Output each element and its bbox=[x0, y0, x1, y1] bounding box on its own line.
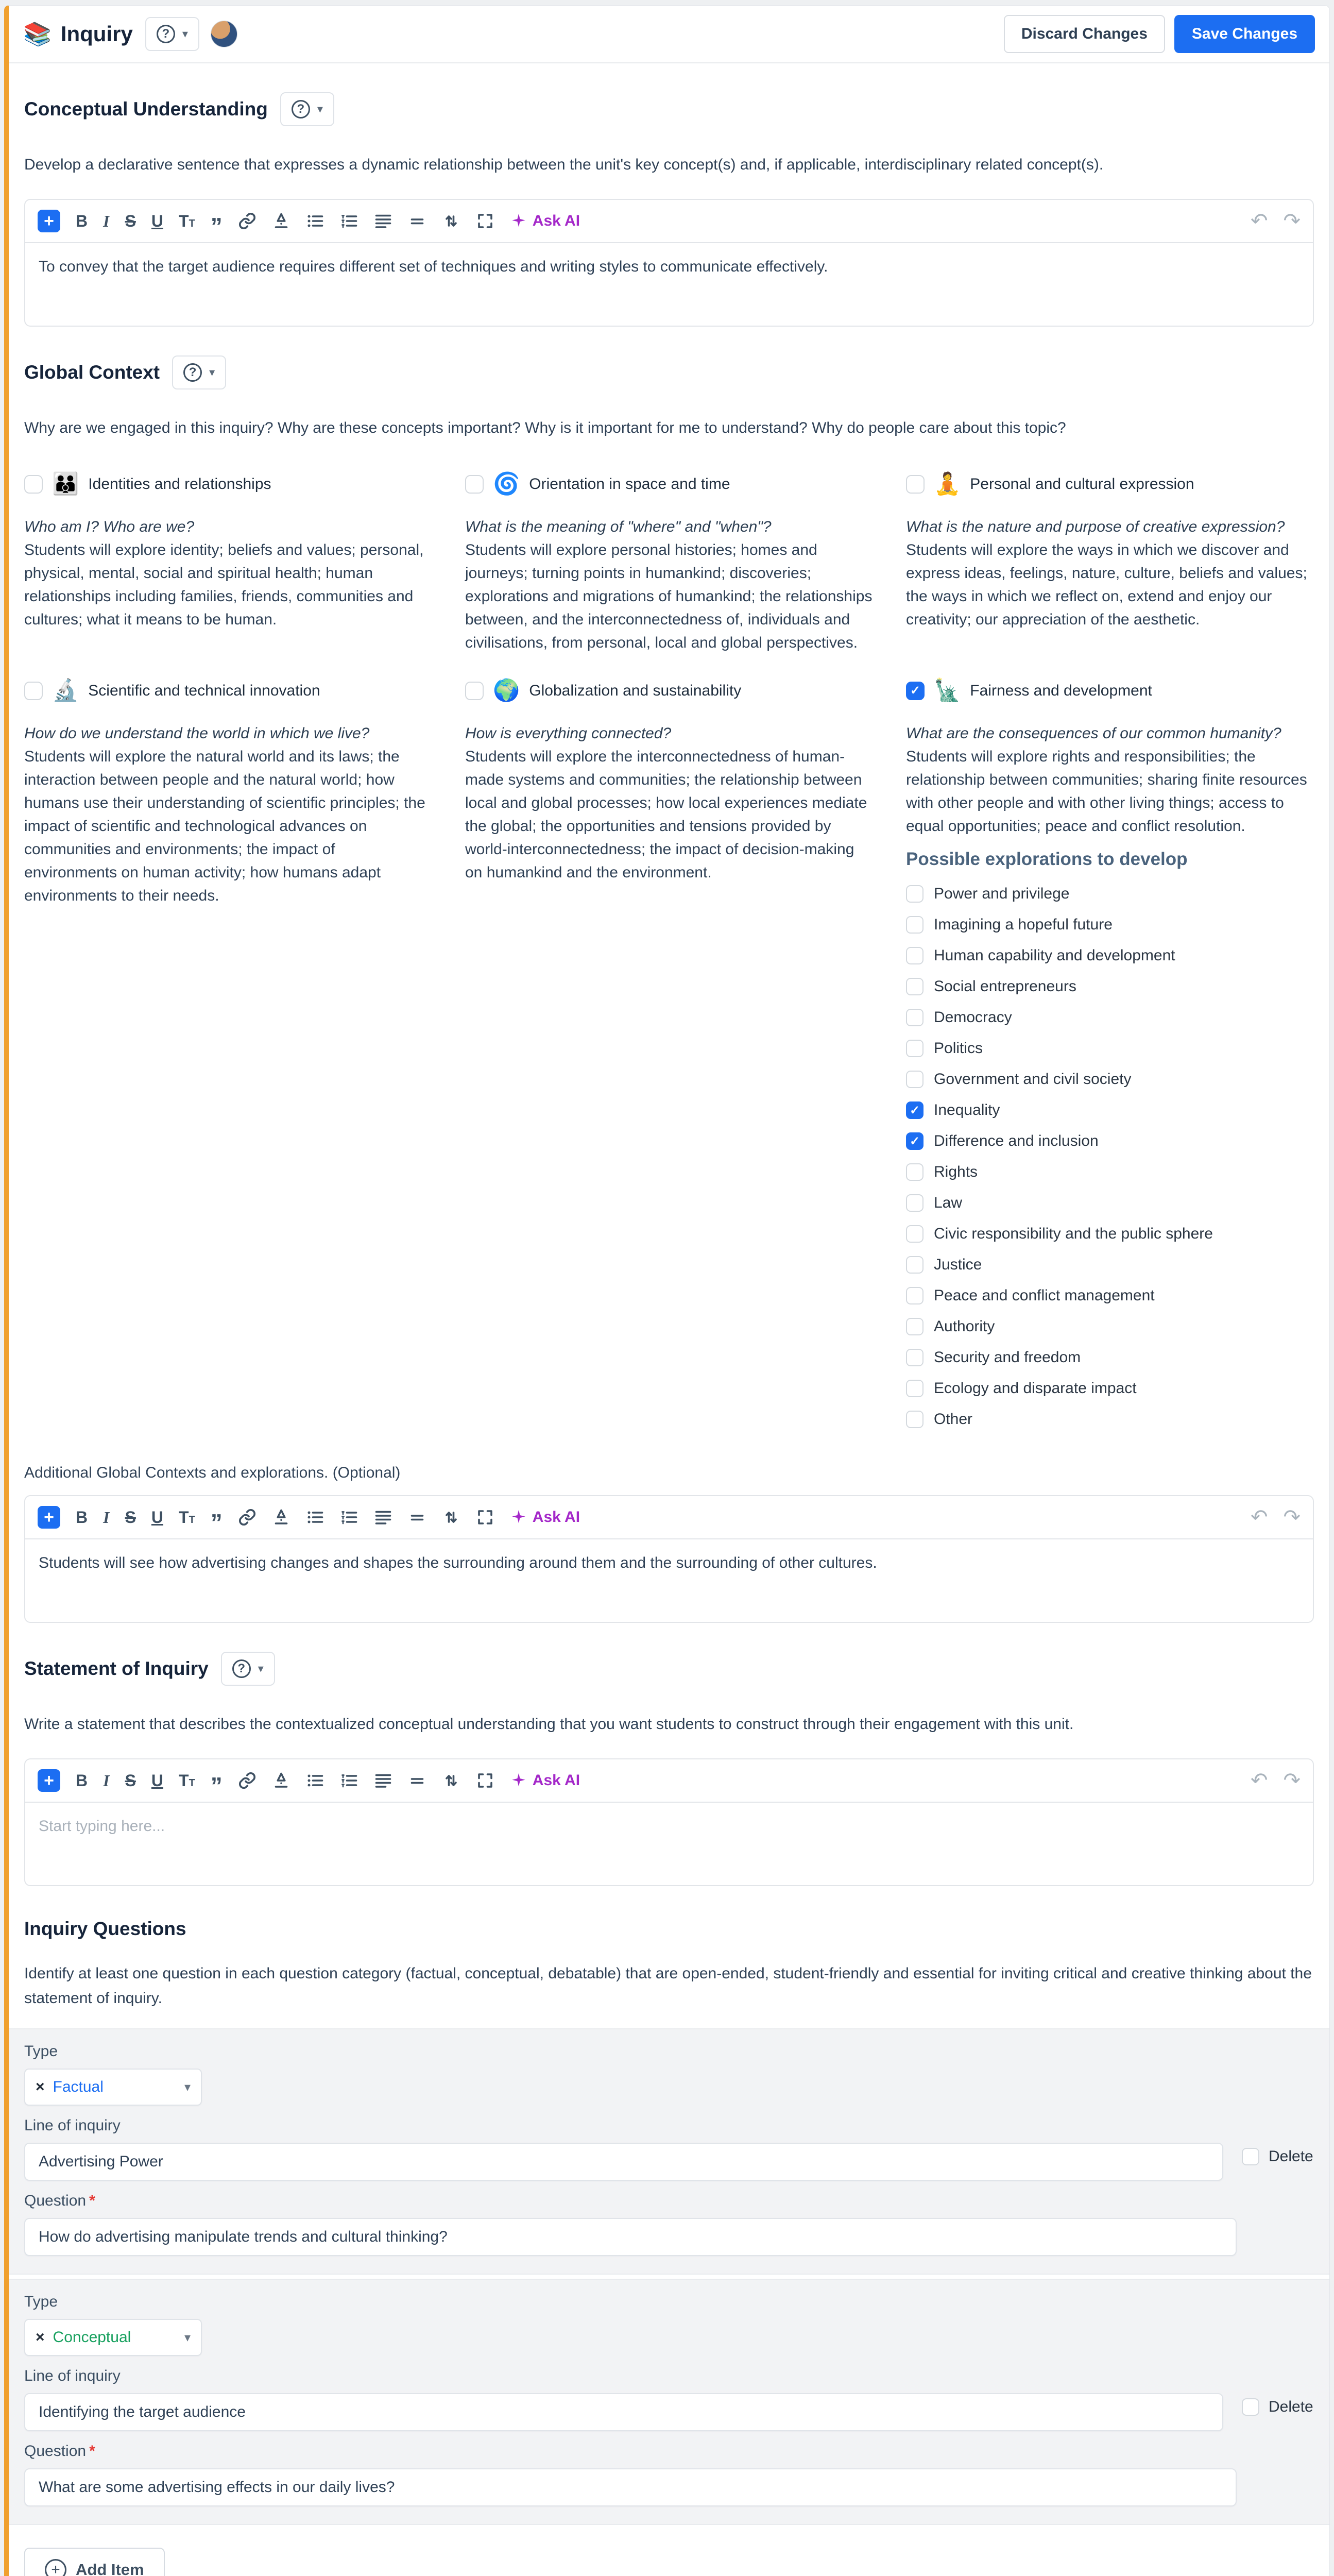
swap-vertical-icon[interactable] bbox=[442, 212, 460, 230]
avatar[interactable] bbox=[211, 21, 237, 47]
type-select[interactable] bbox=[24, 2319, 202, 2356]
exploration-label: Social entrepreneurs bbox=[934, 978, 1076, 995]
ask-ai-label: Ask AI bbox=[532, 212, 580, 229]
context-label: Globalization and sustainability bbox=[529, 682, 742, 699]
bullet-list-icon[interactable] bbox=[306, 1771, 324, 1790]
question-mark-icon: ? bbox=[157, 25, 175, 43]
required-asterisk: * bbox=[89, 2443, 95, 2460]
inquiry-questions-description: Identify at least one question in each question category (factual, conceptual, debatable) that are open-ended, student-friendly and essential for inviting critical and creative thinking about the statement of inquiry. bbox=[24, 1965, 1312, 2007]
align-center-icon[interactable] bbox=[408, 1508, 426, 1527]
section-title-global-context: Global Context bbox=[24, 362, 160, 383]
context-cell bbox=[24, 678, 432, 1428]
exploration-checkbox[interactable] bbox=[906, 1318, 923, 1335]
ask-ai-button[interactable] bbox=[510, 1509, 580, 1526]
exploration-checkbox[interactable] bbox=[906, 947, 923, 964]
context-cell bbox=[24, 471, 432, 654]
fullscreen-icon[interactable] bbox=[476, 212, 494, 230]
required-asterisk: * bbox=[89, 2192, 95, 2209]
context-label: Scientific and technical innovation bbox=[88, 682, 320, 699]
add-item-button[interactable] bbox=[24, 2548, 165, 2576]
context-cell-fairness bbox=[906, 678, 1314, 1428]
chevron-down-icon: ▾ bbox=[182, 27, 188, 40]
ordered-list-icon[interactable] bbox=[340, 1508, 358, 1527]
exploration-checkbox[interactable] bbox=[906, 1009, 923, 1026]
statement-of-inquiry-editor bbox=[24, 1758, 1314, 1886]
chevron-down-icon: ▾ bbox=[258, 1662, 264, 1675]
align-justify-icon[interactable] bbox=[374, 212, 392, 230]
ask-ai-button[interactable] bbox=[510, 1772, 580, 1789]
exploration-label: Peace and conflict management bbox=[934, 1287, 1155, 1304]
editor-toolbar bbox=[25, 1496, 1313, 1539]
additional-contexts-editor-content[interactable]: Students will see how advertising changes and shapes the surrounding around them and the surrounding of other cultures. bbox=[39, 1554, 877, 1571]
exploration-label: Difference and inclusion bbox=[934, 1132, 1099, 1149]
link-icon[interactable] bbox=[238, 1771, 256, 1790]
italic-button[interactable]: I bbox=[103, 1771, 110, 1790]
line-of-inquiry-label: Line of inquiry bbox=[24, 2117, 121, 2134]
type-value: Factual bbox=[53, 2078, 104, 2095]
exploration-label: Government and civil society bbox=[934, 1071, 1132, 1088]
exploration-label: Rights bbox=[934, 1163, 978, 1180]
exploration-item[interactable] bbox=[906, 916, 1314, 934]
chevron-down-icon: ▾ bbox=[184, 2330, 191, 2345]
exploration-item[interactable] bbox=[906, 1009, 1314, 1026]
exploration-item[interactable] bbox=[906, 1040, 1314, 1057]
global-context-header bbox=[24, 355, 1314, 389]
exploration-checkbox[interactable] bbox=[906, 885, 923, 903]
global-context-row-2 bbox=[24, 678, 1314, 1428]
blockquote-button[interactable]: ” bbox=[210, 1509, 223, 1536]
exploration-item[interactable] bbox=[906, 1349, 1314, 1366]
link-icon[interactable] bbox=[238, 212, 256, 230]
help-dropdown-button[interactable] bbox=[280, 92, 334, 126]
section-title-statement-of-inquiry: Statement of Inquiry bbox=[24, 1658, 209, 1679]
exploration-label: Authority bbox=[934, 1318, 995, 1335]
add-item-label: Add Item bbox=[76, 2561, 144, 2576]
question-mark-icon: ? bbox=[232, 1659, 251, 1678]
exploration-label: Justice bbox=[934, 1256, 982, 1273]
delete-label: Delete bbox=[1269, 2148, 1313, 2165]
context-description: Students will explore the ways in which we discover and express ideas, feelings, nature, culture, beliefs and values; the ways in which we reflect on, extend and enjoy our creativity; our appreciation of the aesthetic. bbox=[906, 541, 1307, 628]
redo-icon[interactable]: ↷ bbox=[1283, 1506, 1301, 1529]
fullscreen-icon[interactable] bbox=[476, 1771, 494, 1790]
section-title-inquiry-questions: Inquiry Questions bbox=[24, 1918, 186, 1939]
exploration-item[interactable] bbox=[906, 1101, 1314, 1119]
statement-of-inquiry-header bbox=[24, 1652, 1314, 1686]
save-changes-button[interactable]: Save Changes bbox=[1174, 15, 1315, 53]
bullet-list-icon[interactable] bbox=[306, 1508, 324, 1527]
remove-type-icon[interactable]: × bbox=[36, 2078, 45, 2095]
editor-toolbar bbox=[25, 1759, 1313, 1803]
exploration-checkbox[interactable] bbox=[906, 1256, 923, 1274]
statue-of-liberty-emoji-icon: 🗽 bbox=[934, 678, 961, 702]
exploration-item[interactable] bbox=[906, 1318, 1314, 1335]
exploration-label: Imagining a hopeful future bbox=[934, 916, 1113, 933]
remove-type-icon[interactable]: × bbox=[36, 2329, 45, 2346]
ask-ai-label: Ask AI bbox=[532, 1772, 580, 1789]
exploration-checkbox[interactable] bbox=[906, 1194, 923, 1212]
exploration-item[interactable] bbox=[906, 1380, 1314, 1397]
context-question: What is the meaning of "where" and "when"? bbox=[465, 518, 772, 535]
chevron-down-icon: ▾ bbox=[209, 366, 215, 379]
link-icon[interactable] bbox=[238, 1508, 256, 1527]
conceptual-understanding-description: Develop a declarative sentence that expresses a dynamic relationship between the unit's key concept(s) and, if applicable, interdisciplinary related concept(s). bbox=[24, 156, 1104, 173]
exploration-label: Inequality bbox=[934, 1101, 1000, 1118]
exploration-checkbox[interactable] bbox=[906, 1287, 923, 1304]
delete-label: Delete bbox=[1269, 2398, 1313, 2415]
text-style-button[interactable]: TT bbox=[179, 1508, 195, 1527]
chevron-down-icon: ▾ bbox=[184, 2080, 191, 2094]
context-description: Students will explore the natural world and its laws; the interaction between people and the natural world; how humans use their understanding of scientific principles; the impact of scientific and technological advances on communities and environments; the impact of environments on human activity; how humans adapt environments to their needs. bbox=[24, 748, 425, 904]
page-header bbox=[9, 6, 1329, 63]
underline-button[interactable]: U bbox=[151, 1508, 164, 1527]
context-checkbox[interactable] bbox=[906, 475, 925, 494]
line-of-inquiry-label: Line of inquiry bbox=[24, 2367, 121, 2384]
type-select[interactable] bbox=[24, 2069, 202, 2106]
swap-vertical-icon[interactable] bbox=[442, 1508, 460, 1527]
underline-button[interactable]: U bbox=[151, 1771, 164, 1790]
page-title: Inquiry bbox=[60, 22, 133, 46]
exploration-item[interactable] bbox=[906, 1411, 1314, 1428]
editor-toolbar bbox=[25, 200, 1313, 243]
exploration-label: Civic responsibility and the public sphere bbox=[934, 1225, 1213, 1242]
type-label: Type bbox=[24, 2293, 58, 2310]
question-mark-icon: ? bbox=[292, 100, 310, 118]
context-cell bbox=[465, 678, 873, 1428]
context-description: Students will explore rights and responsibilities; the relationship between communities; sharing finite resources with other people and with other living things; access to equal opportunities; peace and conflict resolution. bbox=[906, 748, 1307, 835]
align-center-icon[interactable] bbox=[408, 1771, 426, 1790]
context-description: Students will explore the interconnectedness of human-made systems and communities; the relationship between local and global processes; how local experiences mediate the global; the opportunities and tensions provided by world-interconnectedness; the impact of decision-making on humankind and the environment. bbox=[465, 748, 867, 881]
context-question: How do we understand the world in which we live? bbox=[24, 725, 370, 742]
help-dropdown-button[interactable] bbox=[172, 355, 226, 389]
exploration-checkbox-checked[interactable] bbox=[906, 1132, 923, 1150]
family-emoji-icon: 👪 bbox=[52, 471, 79, 496]
strikethrough-button[interactable]: S bbox=[125, 1771, 136, 1790]
exploration-item[interactable] bbox=[906, 1287, 1314, 1304]
swirl-emoji-icon: 🌀 bbox=[493, 471, 520, 496]
global-context-row-1 bbox=[24, 471, 1314, 654]
blockquote-button[interactable]: ” bbox=[210, 1772, 223, 1799]
global-context-description: Why are we engaged in this inquiry? Why are these concepts important? Why is it important for me to understand? Why do people care about this topic? bbox=[24, 419, 1066, 436]
exploration-checkbox[interactable] bbox=[906, 1071, 923, 1088]
context-checkbox[interactable] bbox=[24, 475, 43, 494]
undo-icon[interactable]: ↶ bbox=[1250, 1769, 1268, 1792]
sparkle-icon bbox=[510, 1772, 527, 1789]
ask-ai-button[interactable] bbox=[510, 212, 580, 230]
insert-block-button[interactable]: + bbox=[38, 1506, 60, 1529]
exploration-checkbox[interactable] bbox=[906, 1040, 923, 1057]
exploration-checkbox[interactable] bbox=[906, 1163, 923, 1181]
section-title-conceptual-understanding: Conceptual Understanding bbox=[24, 98, 268, 120]
exploration-checkbox[interactable] bbox=[906, 1349, 923, 1366]
highlight-pen-icon[interactable] bbox=[272, 212, 290, 230]
sparkle-icon bbox=[510, 1509, 527, 1526]
context-label: Personal and cultural expression bbox=[970, 475, 1194, 493]
discard-changes-button[interactable]: Discard Changes bbox=[1004, 15, 1165, 53]
exploration-checkbox[interactable] bbox=[906, 1380, 923, 1397]
ask-ai-label: Ask AI bbox=[532, 1509, 580, 1526]
exploration-label: Power and privilege bbox=[934, 885, 1070, 902]
statement-of-inquiry-description: Write a statement that describes the contextualized conceptual understanding that you want students to construct through their engagement with this unit. bbox=[24, 1716, 1074, 1733]
sparkle-icon bbox=[510, 212, 527, 230]
highlight-pen-icon[interactable] bbox=[272, 1508, 290, 1527]
delete-checkbox-box[interactable] bbox=[1242, 2148, 1259, 2165]
exploration-label: Democracy bbox=[934, 1009, 1012, 1026]
question-label: Question * bbox=[24, 2192, 95, 2209]
align-justify-icon[interactable] bbox=[374, 1508, 392, 1527]
redo-icon[interactable]: ↷ bbox=[1283, 210, 1301, 232]
question-label: Question * bbox=[24, 2443, 95, 2460]
context-question: What are the consequences of our common humanity? bbox=[906, 725, 1281, 742]
conceptual-understanding-header bbox=[24, 92, 1314, 126]
context-label: Identities and relationships bbox=[88, 475, 271, 493]
context-checkbox[interactable] bbox=[465, 682, 484, 700]
explorations-list bbox=[906, 885, 1314, 1428]
strikethrough-button[interactable]: S bbox=[125, 212, 136, 230]
help-dropdown-button[interactable] bbox=[221, 1652, 275, 1686]
exploration-item[interactable] bbox=[906, 1194, 1314, 1212]
context-label: Fairness and development bbox=[970, 682, 1152, 699]
additional-contexts-editor bbox=[24, 1495, 1314, 1623]
bold-button[interactable]: B bbox=[76, 1508, 88, 1527]
exploration-label: Politics bbox=[934, 1040, 983, 1057]
italic-button[interactable]: I bbox=[103, 1508, 110, 1527]
context-label: Orientation in space and time bbox=[529, 475, 730, 493]
fullscreen-icon[interactable] bbox=[476, 1508, 494, 1527]
exploration-item[interactable] bbox=[906, 978, 1314, 995]
underline-button[interactable]: U bbox=[151, 212, 164, 230]
delete-checkbox[interactable] bbox=[1242, 2148, 1314, 2165]
exploration-checkbox[interactable] bbox=[906, 978, 923, 995]
ordered-list-icon[interactable] bbox=[340, 1771, 358, 1790]
additional-contexts-label: Additional Global Contexts and explorations. (Optional) bbox=[24, 1464, 401, 1481]
context-question: How is everything connected? bbox=[465, 725, 672, 742]
exploration-checkbox[interactable] bbox=[906, 1411, 923, 1428]
undo-icon[interactable]: ↶ bbox=[1250, 210, 1268, 232]
statue-emoji-icon: 🧘 bbox=[934, 471, 961, 496]
add-item-row bbox=[9, 2525, 1329, 2576]
chevron-down-icon: ▾ bbox=[317, 103, 323, 115]
text-style-button[interactable]: TT bbox=[179, 212, 195, 230]
bold-button[interactable]: B bbox=[76, 212, 88, 230]
exploration-checkbox[interactable] bbox=[906, 916, 923, 934]
align-justify-icon[interactable] bbox=[374, 1771, 392, 1790]
context-cell bbox=[465, 471, 873, 654]
ordered-list-icon[interactable] bbox=[340, 212, 358, 230]
exploration-item[interactable] bbox=[906, 1132, 1314, 1150]
insert-block-button[interactable]: + bbox=[38, 1769, 60, 1792]
exploration-item[interactable] bbox=[906, 947, 1314, 964]
context-cell bbox=[906, 471, 1314, 654]
inquiry-question-item bbox=[9, 2279, 1329, 2525]
align-center-icon[interactable] bbox=[408, 212, 426, 230]
line-of-inquiry-input[interactable]: Advertising Power bbox=[24, 2143, 1223, 2181]
context-description: Students will explore personal histories; homes and journeys; turning points in humankind; discoveries; explorations and migrations of humankind; the relationships between, and the interconnectedness of, individuals and civilisations, from personal, local and global perspectives. bbox=[465, 541, 873, 651]
inquiry-question-item bbox=[9, 2028, 1329, 2275]
context-checkbox[interactable] bbox=[465, 475, 484, 494]
help-dropdown-button[interactable] bbox=[145, 17, 199, 51]
highlight-pen-icon[interactable] bbox=[272, 1771, 290, 1790]
plus-circle-icon: + bbox=[45, 2559, 66, 2576]
undo-icon[interactable]: ↶ bbox=[1250, 1506, 1268, 1529]
exploration-checkbox-checked[interactable] bbox=[906, 1101, 923, 1119]
type-label: Type bbox=[24, 2043, 58, 2060]
conceptual-understanding-editor bbox=[24, 199, 1314, 327]
delete-checkbox-box[interactable] bbox=[1242, 2398, 1259, 2416]
exploration-label: Security and freedom bbox=[934, 1349, 1081, 1366]
delete-checkbox[interactable] bbox=[1242, 2398, 1314, 2416]
exploration-checkbox[interactable] bbox=[906, 1225, 923, 1243]
globe-emoji-icon: 🌍 bbox=[493, 678, 520, 702]
blockquote-button[interactable]: ” bbox=[210, 212, 223, 240]
exploration-item[interactable] bbox=[906, 885, 1314, 903]
inquiry-page-card bbox=[4, 5, 1330, 2576]
statement-of-inquiry-editor-content[interactable]: Start typing here... bbox=[39, 1818, 165, 1835]
context-question: Who am I? Who are we? bbox=[24, 518, 195, 535]
question-input[interactable]: What are some advertising effects in our daily lives? bbox=[24, 2468, 1237, 2506]
question-mark-icon: ? bbox=[183, 363, 202, 382]
exploration-item[interactable] bbox=[906, 1256, 1314, 1274]
context-checkbox[interactable] bbox=[24, 682, 43, 700]
italic-button[interactable]: I bbox=[103, 212, 110, 230]
context-description: Students will explore identity; beliefs and values; personal, physical, mental, social and spiritual health; human relationships including families, friends, communities and cultures; what it means to be human. bbox=[24, 541, 424, 628]
exploration-label: Ecology and disparate impact bbox=[934, 1380, 1137, 1397]
insert-block-button[interactable]: + bbox=[38, 210, 60, 232]
strikethrough-button[interactable]: S bbox=[125, 1508, 136, 1527]
swap-vertical-icon[interactable] bbox=[442, 1771, 460, 1790]
redo-icon[interactable]: ↷ bbox=[1283, 1769, 1301, 1792]
exploration-item[interactable] bbox=[906, 1225, 1314, 1243]
conceptual-understanding-editor-content[interactable]: To convey that the target audience requires different set of techniques and writing styles to communicate effectively. bbox=[39, 258, 828, 275]
context-checkbox-checked[interactable] bbox=[906, 682, 925, 700]
exploration-label: Other bbox=[934, 1411, 973, 1428]
bold-button[interactable]: B bbox=[76, 1771, 88, 1790]
books-emoji-icon: 📚 bbox=[23, 22, 52, 47]
microscope-emoji-icon: 🔬 bbox=[52, 678, 79, 702]
type-value: Conceptual bbox=[53, 2329, 131, 2346]
bullet-list-icon[interactable] bbox=[306, 212, 324, 230]
context-question: What is the nature and purpose of creative expression? bbox=[906, 518, 1285, 535]
question-input[interactable]: How do advertising manipulate trends and cultural thinking? bbox=[24, 2218, 1237, 2256]
exploration-label: Law bbox=[934, 1194, 963, 1211]
line-of-inquiry-input[interactable]: Identifying the target audience bbox=[24, 2393, 1223, 2431]
exploration-item[interactable] bbox=[906, 1163, 1314, 1181]
exploration-label: Human capability and development bbox=[934, 947, 1175, 964]
exploration-item[interactable] bbox=[906, 1071, 1314, 1088]
explorations-heading: Possible explorations to develop bbox=[906, 849, 1188, 869]
text-style-button[interactable]: TT bbox=[179, 1771, 195, 1790]
